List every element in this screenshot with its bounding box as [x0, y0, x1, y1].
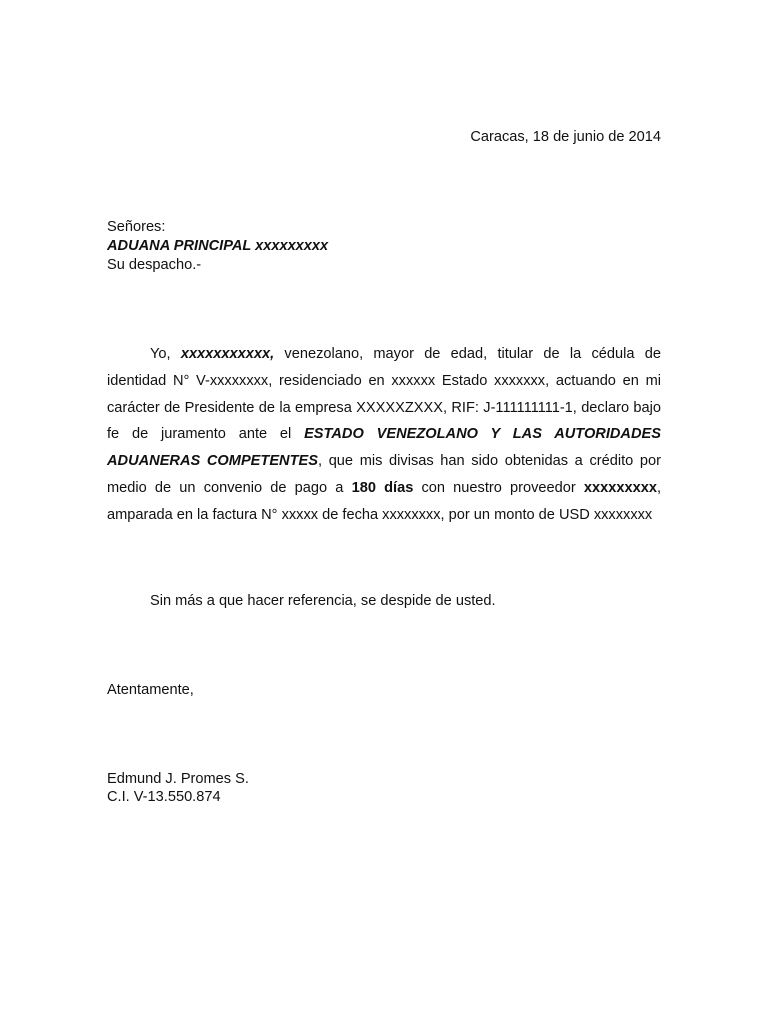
salutation: Señores:: [107, 219, 166, 235]
supplier-name: xxxxxxxxx: [583, 479, 657, 496]
letter-date: Caracas, 18 de junio de 2014: [470, 129, 661, 145]
authority-name: ESTADO VENEZOLANO Y LAS AUTORIDADES ADUANERAS COMPETENTES: [107, 426, 661, 470]
addressee-block: [107, 218, 328, 275]
signatory-name: Edmund J. Promes S.: [107, 771, 249, 787]
valediction: Atentamente,: [107, 682, 194, 698]
signature-block: [107, 770, 249, 806]
declaration-text-a: venezolano, mayor de edad, titular de la cédula de identidad N° V-xxxxxxxx, residenciado en xxxxxx Estado xxxxxxx, actuando en mi carácter de Presidente de la empresa XXXXXZXXX, RIF: J-111111111-1, declaro bajo fe de juramento ante el: [107, 346, 661, 443]
closing-paragraph: Sin más a que hacer referencia, se despide de usted.: [150, 593, 496, 609]
declaration-text-b: , que mis divisas han sido obtenidas a crédito por medio de un convenio de pago a: [107, 453, 661, 496]
addressee-closing: Su despacho.-: [107, 257, 202, 273]
declaration-text-d: , amparada en la factura N° xxxxx de fecha xxxxxxxx, por un monto de USD xxxxxxxx: [107, 479, 662, 523]
declaration-text-c: con nuestro proveedor: [413, 479, 584, 496]
declaration-paragraph: [107, 341, 661, 529]
declaration-text-start: Yo,: [150, 346, 181, 362]
payment-term: 180 días: [351, 479, 414, 496]
signatory-id: C.I. V-13.550.874: [107, 789, 221, 805]
addressee-office: ADUANA PRINCIPAL xxxxxxxxx: [107, 238, 329, 254]
declarant-name: xxxxxxxxxxx,: [180, 346, 275, 362]
